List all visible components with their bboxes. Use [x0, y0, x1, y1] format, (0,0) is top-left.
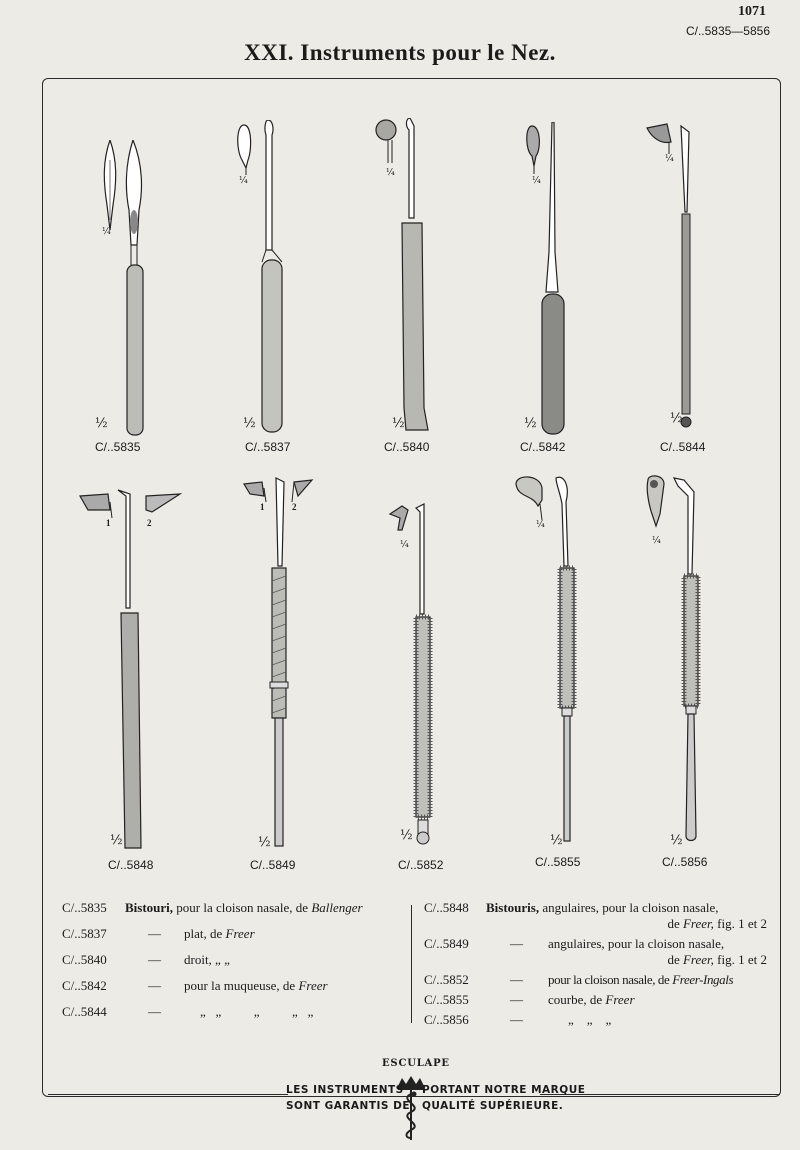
author-name: Freer-Ingals	[672, 972, 734, 987]
description-row-5848	[424, 900, 769, 936]
ditto-dash: —	[510, 992, 523, 1007]
description-body: de	[667, 952, 680, 967]
figure-number-5848-2: 2	[147, 518, 152, 528]
description-text	[184, 926, 255, 943]
description-code: C/..5837	[62, 926, 107, 941]
scale-5856: ½	[670, 833, 683, 848]
ditto-dash: —	[148, 978, 161, 993]
descriptions-right	[424, 900, 769, 1032]
instrument-5840-drawing	[372, 118, 432, 438]
scale-5852: ½	[400, 828, 413, 843]
ditto-dash: —	[510, 1012, 523, 1027]
description-body: angulaires, pour la cloison nasale,	[548, 936, 725, 951]
instrument-5849-drawing	[240, 476, 320, 851]
figure-reference: fig. 1 et 2	[717, 916, 767, 931]
author-name: Freer,	[682, 916, 714, 931]
author-name: Freer,	[682, 952, 714, 967]
catalog-number-5852: C/..5852	[398, 858, 444, 872]
figure-number-5848-1: 1	[106, 518, 111, 528]
scale-5849: ½	[258, 835, 271, 850]
description-body: pour la cloison nasale, de	[176, 900, 309, 915]
footer-left-line1: LES INSTRUMENTS	[286, 1084, 404, 1096]
ditto-dash: —	[148, 1004, 161, 1019]
detail-scale-5835: ¼	[102, 227, 111, 237]
description-body: de	[667, 916, 680, 931]
description-row-5842	[62, 978, 407, 1004]
author-name: Ballenger	[311, 900, 363, 915]
author-name: Freer	[225, 926, 255, 941]
ditto-dash: —	[510, 936, 523, 951]
product-name: Bistouri,	[125, 900, 174, 915]
scale-5840: ½	[392, 416, 405, 431]
description-body: pour la muqueuse, de	[184, 978, 296, 993]
catalog-number-5842: C/..5842	[520, 440, 566, 454]
scale-5837: ½	[243, 416, 256, 431]
descriptions-left	[62, 900, 407, 1030]
author-name: Freer	[605, 992, 635, 1007]
description-code: C/..5856	[424, 1012, 469, 1027]
description-row-5840	[62, 952, 407, 978]
catalog-number-5844: C/..5844	[660, 440, 706, 454]
description-code: C/..5842	[62, 978, 107, 993]
description-code: C/..5844	[62, 1004, 107, 1019]
detail-scale-5855: ¼	[536, 520, 545, 530]
instrument-5856-drawing	[640, 474, 720, 849]
detail-scale-5844: ¼	[665, 154, 674, 164]
author-name: Freer	[298, 978, 328, 993]
description-body: „ „ „	[568, 1012, 612, 1027]
catalog-number-5849: C/..5849	[250, 858, 296, 872]
instrument-5848-drawing	[78, 488, 188, 853]
catalog-number-5855: C/..5855	[535, 855, 581, 869]
description-body: courbe, de	[548, 992, 603, 1007]
instrument-5852-drawing	[388, 502, 448, 847]
description-row-5849	[424, 936, 769, 972]
description-row-5835	[62, 900, 407, 926]
instrument-5835-drawing	[95, 140, 155, 440]
catalog-number-5837: C/..5837	[245, 440, 291, 454]
instrument-5837-drawing	[232, 120, 292, 440]
description-row-5852	[424, 972, 769, 992]
scale-5835: ½	[95, 416, 108, 431]
scale-5844: ½	[670, 411, 683, 426]
instrument-5855-drawing	[512, 474, 592, 849]
catalog-number-5840: C/..5840	[384, 440, 430, 454]
catalog-number-5835: C/..5835	[95, 440, 141, 454]
column-divider	[411, 905, 412, 1023]
description-text	[184, 978, 328, 995]
figure-number-5849-1: 1	[260, 502, 265, 512]
description-text	[548, 972, 733, 989]
description-text	[548, 992, 635, 1009]
footer-left-line2: SONT GARANTIS DE	[286, 1100, 411, 1112]
figure-number-5849-2: 2	[292, 502, 297, 512]
detail-scale-5837: ¼	[239, 176, 248, 186]
description-code: C/..5852	[424, 972, 469, 987]
ditto-dash: —	[510, 972, 523, 987]
scale-5842: ½	[524, 416, 537, 431]
figure-reference: fig. 1 et 2	[717, 952, 767, 967]
catalog-number-5848: C/..5848	[108, 858, 154, 872]
description-code: C/..5835	[62, 900, 107, 915]
page-title: XXI. Instruments pour le Nez.	[244, 40, 556, 65]
description-code: C/..5840	[62, 952, 107, 967]
description-text	[125, 900, 363, 917]
footer-rule-left	[48, 1094, 288, 1095]
description-text-line2	[667, 916, 767, 933]
catalog-number-5856: C/..5856	[662, 855, 708, 869]
page-number: 1071	[738, 4, 766, 19]
description-body: pour la cloison nasale, de	[548, 972, 670, 987]
description-row-5837	[62, 926, 407, 952]
footer-right-line1: PORTANT NOTRE MARQUE	[422, 1084, 586, 1096]
description-code: C/..5848	[424, 900, 469, 915]
description-text-line2	[667, 952, 767, 969]
instrument-5844-drawing	[645, 122, 705, 432]
description-body: „ „ „ „ „	[200, 1004, 314, 1019]
instrument-5842-drawing	[522, 122, 582, 442]
brand-name: ESCULAPE	[382, 1058, 450, 1069]
scale-5848: ½	[110, 833, 123, 848]
detail-scale-5856: ¼	[652, 536, 661, 546]
ditto-dash: —	[148, 952, 161, 967]
description-body: plat, de	[184, 926, 223, 941]
catalog-range: C/..5835—5856	[685, 24, 770, 38]
scale-5855: ½	[550, 833, 563, 848]
ditto-dash: —	[148, 926, 161, 941]
description-body: droit, „ „	[184, 952, 230, 967]
description-text	[486, 900, 719, 917]
description-row-5856	[424, 1012, 769, 1032]
description-code: C/..5849	[424, 936, 469, 951]
footer-right-line2: QUALITÉ SUPÉRIEURE.	[422, 1100, 564, 1112]
description-code: C/..5855	[424, 992, 469, 1007]
detail-scale-5852: ¼	[400, 540, 409, 550]
detail-scale-5842: ¼	[532, 176, 541, 186]
detail-scale-5840: ¼	[386, 168, 395, 178]
product-name: Bistouris,	[486, 900, 540, 915]
description-body: angulaires, pour la cloison nasale,	[542, 900, 719, 915]
description-row-5855	[424, 992, 769, 1012]
description-row-5844	[62, 1004, 407, 1030]
